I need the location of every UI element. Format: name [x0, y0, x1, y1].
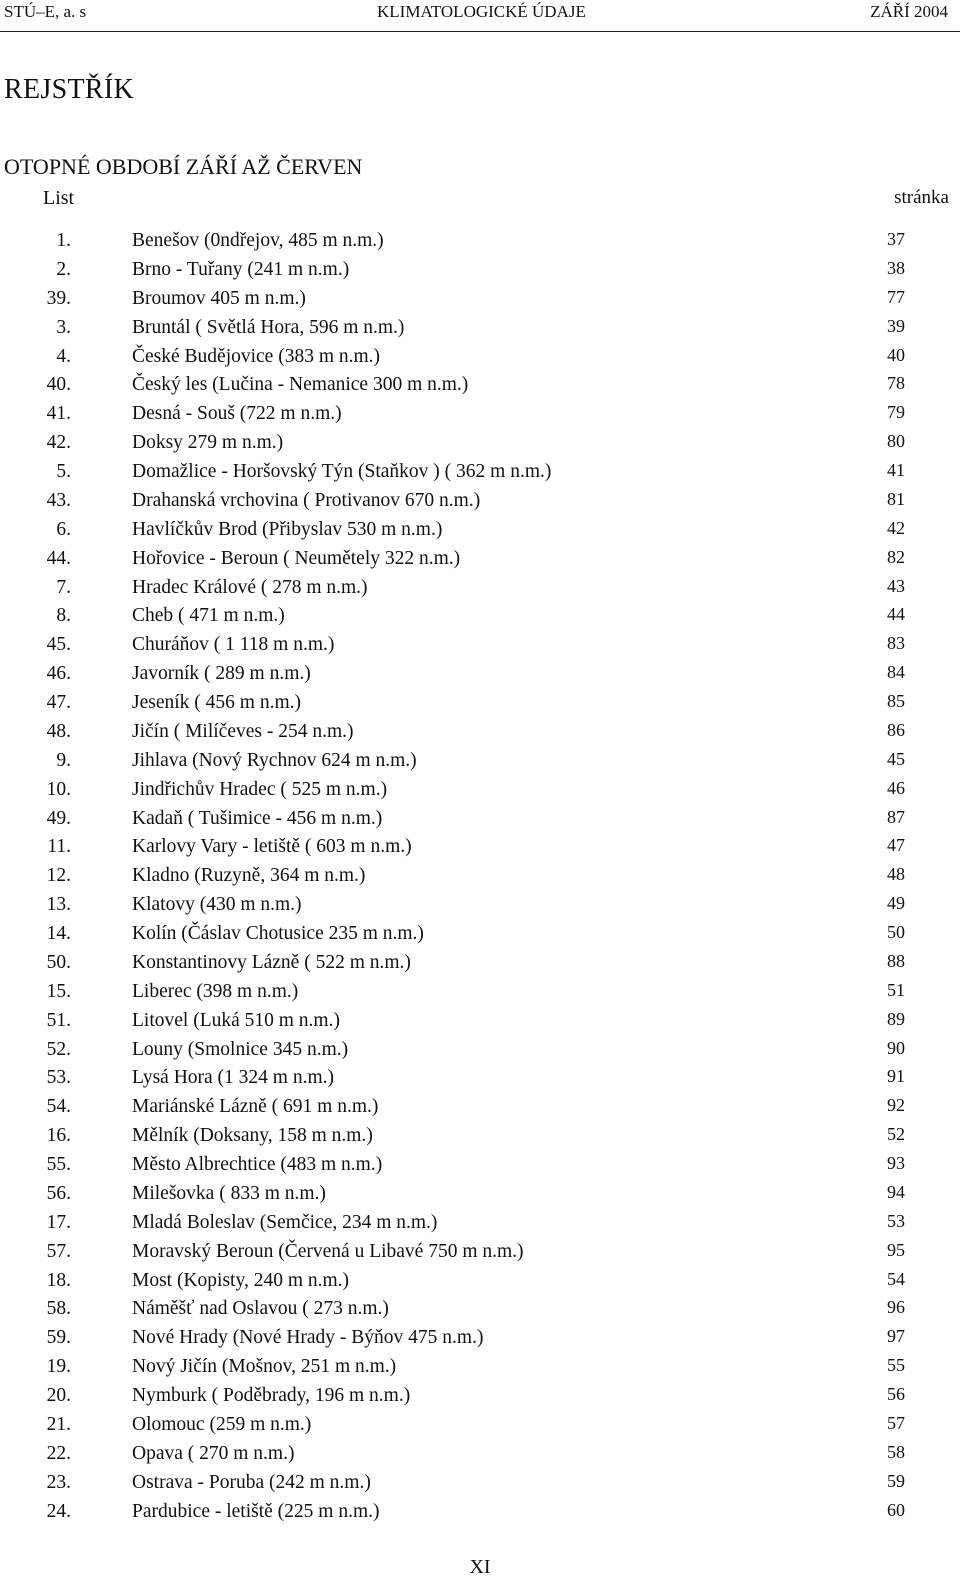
index-row-number: 50.	[46, 951, 71, 973]
index-row	[0, 777, 960, 806]
index-row	[0, 1383, 960, 1412]
index-row-page: 80	[887, 431, 905, 452]
index-row-number: 1.	[56, 230, 71, 251]
index-row-page: 55	[887, 1355, 905, 1376]
index-row	[0, 1470, 960, 1499]
index-row-number: 13.	[46, 894, 71, 916]
index-row-station: Kladno (Ruzyně, 364 m n.m.)	[132, 865, 366, 887]
index-row-station: Moravský Beroun (Červená u Libavé 750 m n.m.)	[132, 1240, 524, 1262]
index-row-number: 41.	[46, 403, 71, 425]
index-row-page: 93	[887, 1153, 905, 1173]
index-row	[0, 603, 960, 632]
index-row-station: Český les (Lučina - Nemanice 300 m n.m.)	[132, 374, 469, 396]
index-row-number: 21.	[46, 1413, 71, 1435]
index-row-station: Javorník ( 289 m n.m.)	[132, 663, 311, 685]
index-row-page: 78	[887, 373, 905, 394]
index-row-number: 44.	[46, 547, 71, 569]
index-row	[0, 1123, 960, 1152]
index-row-number: 23.	[46, 1471, 71, 1493]
index-row-page: 82	[887, 546, 905, 567]
index-row-page: 83	[887, 633, 905, 654]
index-row	[0, 228, 960, 257]
index-row-station: Broumov 405 m n.m.)	[132, 287, 306, 309]
index-row-number: 16.	[46, 1125, 71, 1147]
index-row-station: Opava ( 270 m n.m.)	[132, 1442, 295, 1464]
index-row	[0, 892, 960, 921]
index-row-page: 39	[887, 315, 905, 336]
index-row	[0, 1239, 960, 1268]
index-row-station: Jihlava (Nový Rychnov 624 m n.m.)	[132, 749, 417, 771]
index-row-page: 53	[887, 1210, 905, 1231]
index-row	[0, 372, 960, 401]
index-row-station: Havlíčkův Brod (Přibyslav 530 m n.m.)	[132, 518, 443, 540]
index-row-page: 59	[887, 1470, 905, 1491]
index-row-station: Desná - Souš (722 m n.m.)	[132, 403, 342, 425]
index-row	[0, 1181, 960, 1210]
index-row-station: Nové Hrady (Nové Hrady - Býňov 475 n.m.)	[132, 1327, 484, 1349]
index-row	[0, 632, 960, 661]
index-row-page: 40	[887, 344, 905, 365]
index-row-number: 3.	[56, 316, 71, 338]
index-row-station: Cheb ( 471 m n.m.)	[132, 605, 285, 627]
index-row	[0, 459, 960, 488]
index-row-page: 92	[887, 1095, 905, 1116]
index-row-station: Konstantinovy Lázně ( 522 m n.m.)	[132, 951, 411, 973]
header-date: ZÁŘÍ 2004	[870, 2, 948, 21]
index-row-number: 39.	[46, 287, 71, 309]
index-row-number: 20.	[46, 1385, 71, 1406]
index-row	[0, 1065, 960, 1094]
index-row-page: 41	[887, 460, 905, 480]
index-row-number: 9.	[56, 749, 71, 771]
index-row-page: 96	[887, 1297, 905, 1318]
index-row-number: 54.	[46, 1096, 71, 1118]
index-row-station: Milešovka ( 833 m n.m.)	[132, 1182, 326, 1204]
index-row	[0, 748, 960, 777]
header-document-title: KLIMATOLOGICKÉ ÚDAJE	[377, 2, 586, 21]
index-row-number: 47.	[46, 692, 71, 713]
index-row-page: 51	[887, 979, 905, 1000]
index-row-page: 48	[887, 864, 905, 885]
index-row	[0, 401, 960, 430]
index-row-station: Mělník (Doksany, 158 m n.m.)	[132, 1125, 373, 1147]
index-row-page: 56	[887, 1384, 905, 1404]
column-header-page: stránka	[894, 187, 949, 208]
index-row-page: 95	[887, 1239, 905, 1260]
index-row	[0, 1008, 960, 1037]
header-organization: STÚ–E, a. s	[4, 2, 87, 21]
index-row-page: 77	[887, 286, 905, 307]
index-row-station: Lysá Hora (1 324 m n.m.)	[132, 1067, 335, 1089]
index-row	[0, 344, 960, 373]
index-row	[0, 661, 960, 690]
index-row-page: 58	[887, 1441, 905, 1462]
index-row-number: 6.	[56, 518, 71, 540]
index-row	[0, 315, 960, 344]
index-row-station: Klatovy (430 m n.m.)	[132, 894, 302, 916]
index-row-number: 53.	[46, 1067, 71, 1089]
index-row-page: 88	[887, 950, 905, 971]
index-row-page: 38	[887, 257, 905, 278]
index-row-page: 50	[887, 922, 905, 942]
index-row-number: 10.	[46, 778, 71, 800]
index-row-station: Domažlice - Horšovský Týn (Staňkov ) ( 362 m n.m.)	[132, 461, 552, 482]
index-row-station: Jičín ( Milíčeves - 254 n.m.)	[132, 720, 354, 742]
index-row-page: 79	[887, 402, 905, 423]
index-row-station: Olomouc (259 m n.m.)	[132, 1413, 312, 1435]
index-row-number: 19.	[46, 1356, 71, 1378]
index-row-page: 57	[887, 1412, 905, 1433]
index-row	[0, 1037, 960, 1066]
index-row-station: Drahanská vrchovina ( Protivanov 670 n.m.)	[132, 489, 481, 511]
index-row-number: 15.	[46, 980, 71, 1002]
index-row	[0, 575, 960, 604]
index-row	[0, 1094, 960, 1123]
index-row-station: Litovel (Luká 510 m n.m.)	[132, 1009, 340, 1031]
index-row-number: 43.	[46, 489, 71, 511]
index-row-number: 46.	[46, 663, 71, 685]
index-row-number: 42.	[46, 432, 71, 454]
index-row-station: Mariánské Lázně ( 691 m n.m.)	[132, 1096, 379, 1118]
index-row-page: 46	[887, 777, 905, 798]
index-row-number: 52.	[46, 1038, 71, 1060]
index-row-number: 22.	[46, 1442, 71, 1464]
index-row	[0, 690, 960, 719]
index-row-page: 37	[887, 229, 905, 249]
index-row	[0, 1412, 960, 1441]
index-row	[0, 1296, 960, 1325]
index-row	[0, 1325, 960, 1354]
index-row	[0, 546, 960, 575]
index-row-page: 90	[887, 1037, 905, 1058]
index-row	[0, 488, 960, 517]
index-row-number: 2.	[56, 258, 71, 280]
index-row-number: 24.	[46, 1500, 71, 1522]
index-row-page: 84	[887, 662, 905, 683]
index-row-station: Louny (Smolnice 345 n.m.)	[132, 1038, 349, 1060]
index-row-number: 8.	[56, 605, 71, 627]
index-row-station: Město Albrechtice (483 m n.m.)	[132, 1154, 383, 1175]
index-row	[0, 806, 960, 835]
page-subtitle: OTOPNÉ OBDOBÍ ZÁŘÍ AŽ ČERVEN	[4, 154, 363, 179]
column-header-list: List	[43, 187, 75, 209]
index-row-station: Most (Kopisty, 240 m n.m.)	[132, 1269, 350, 1291]
index-row-number: 55.	[46, 1154, 71, 1175]
index-row	[0, 1152, 960, 1181]
index-row	[0, 1499, 960, 1528]
index-row-number: 58.	[46, 1298, 71, 1320]
index-row-page: 87	[887, 806, 905, 827]
page-header	[4, 2, 948, 26]
index-row-station: Ostrava - Poruba (242 m n.m.)	[132, 1471, 371, 1493]
index-row-station: Nymburk ( Poděbrady, 196 m n.m.)	[132, 1385, 411, 1406]
index-row-number: 51.	[46, 1009, 71, 1031]
index-row-number: 17.	[46, 1211, 71, 1233]
index-row-page: 91	[887, 1066, 905, 1087]
index-row-number: 4.	[56, 345, 71, 367]
index-row-number: 11.	[47, 836, 71, 858]
index-row-number: 12.	[46, 865, 71, 887]
index-row-station: Jeseník ( 456 m n.m.)	[132, 692, 301, 713]
index-row-station: Doksy 279 m n.m.)	[132, 432, 284, 454]
index-row-page: 43	[887, 575, 905, 596]
index-row-station: Brno - Tuřany (241 m n.m.)	[132, 258, 350, 280]
index-row	[0, 921, 960, 950]
index-row-station: Hořovice - Beroun ( Neumětely 322 n.m.)	[132, 547, 461, 569]
index-row-page: 97	[887, 1326, 905, 1347]
index-row	[0, 1354, 960, 1383]
index-row-page: 94	[887, 1181, 905, 1202]
index-row-page: 52	[887, 1124, 905, 1145]
index-row	[0, 257, 960, 286]
index-row-page: 44	[887, 604, 905, 625]
index-row	[0, 950, 960, 979]
index-row	[0, 719, 960, 748]
index-row-number: 56.	[46, 1182, 71, 1204]
index-row-station: Karlovy Vary - letiště ( 603 m n.m.)	[132, 836, 412, 858]
index-row-page: 85	[887, 691, 905, 711]
index-row-number: 7.	[56, 576, 71, 598]
index-row-station: Pardubice - letiště (225 m n.m.)	[132, 1500, 380, 1522]
index-row-station: Liberec (398 m n.m.)	[132, 980, 299, 1002]
index-row-number: 49.	[46, 807, 71, 829]
index-row-page: 81	[887, 488, 905, 509]
index-row-number: 40.	[46, 374, 71, 396]
index-row	[0, 834, 960, 863]
index-row-station: České Budějovice (383 m n.m.)	[132, 345, 381, 367]
index-row-station: Churáňov ( 1 118 m n.m.)	[132, 634, 335, 656]
index-row-station: Kadaň ( Tušimice - 456 m n.m.)	[132, 807, 383, 829]
index-row-page: 42	[887, 517, 905, 538]
index-row-station: Hradec Králové ( 278 m n.m.)	[132, 576, 368, 598]
index-row-station: Kolín (Čáslav Chotusice 235 m n.m.)	[132, 923, 424, 944]
index-row-station: Mladá Boleslav (Semčice, 234 m n.m.)	[132, 1211, 438, 1233]
index-row-number: 57.	[46, 1240, 71, 1262]
index-row-page: 49	[887, 893, 905, 914]
index-row-page: 47	[887, 835, 905, 856]
index-row	[0, 286, 960, 315]
index-row-number: 45.	[46, 634, 71, 656]
header-divider	[0, 31, 960, 32]
index-row	[0, 1210, 960, 1239]
index-row	[0, 979, 960, 1008]
index-row-number: 48.	[46, 720, 71, 742]
index-row	[0, 430, 960, 459]
index-row-station: Benešov (0ndřejov, 485 m n.m.)	[132, 230, 384, 251]
index-list	[0, 228, 960, 1527]
index-row-number: 18.	[46, 1269, 71, 1291]
index-row-station: Jindřichův Hradec ( 525 m n.m.)	[132, 778, 388, 800]
index-row	[0, 517, 960, 546]
index-row-page: 89	[887, 1008, 905, 1029]
index-row-station: Bruntál ( Světlá Hora, 596 m n.m.)	[132, 316, 405, 338]
index-row-number: 5.	[56, 461, 71, 482]
index-row-number: 14.	[46, 923, 71, 944]
index-row-page: 45	[887, 748, 905, 769]
index-row-number: 59.	[46, 1327, 71, 1349]
page-title: REJSTŘÍK	[4, 74, 134, 105]
index-row-page: 60	[887, 1499, 905, 1520]
index-row-page: 86	[887, 719, 905, 740]
index-row-station: Náměšť nad Oslavou ( 273 n.m.)	[132, 1298, 389, 1320]
page-number: XI	[469, 1556, 491, 1578]
index-row-page: 54	[887, 1268, 905, 1289]
index-row-station: Nový Jičín (Mošnov, 251 m n.m.)	[132, 1356, 397, 1378]
index-row	[0, 1268, 960, 1297]
index-row	[0, 1441, 960, 1470]
index-row	[0, 863, 960, 892]
